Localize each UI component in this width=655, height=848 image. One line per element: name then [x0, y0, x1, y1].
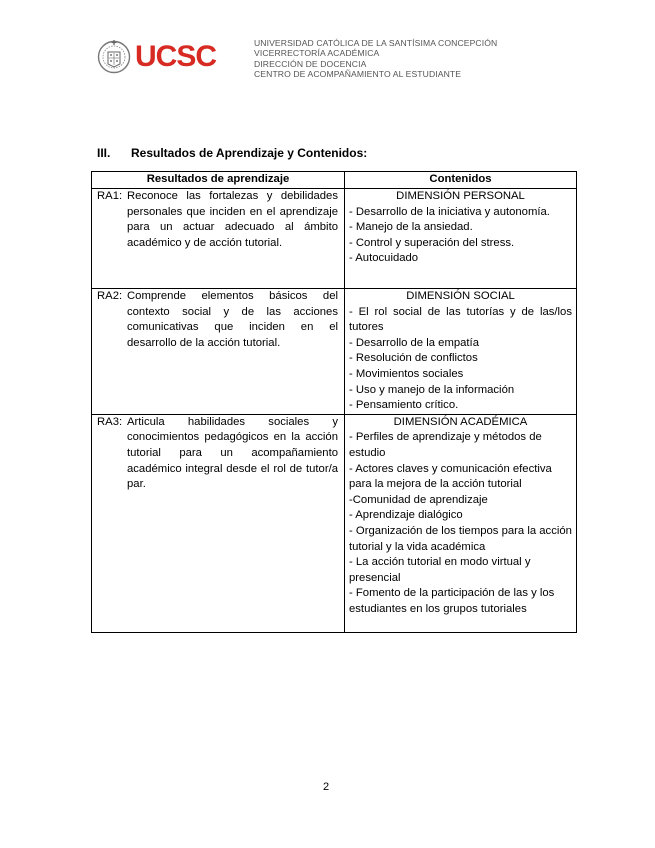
header-outcomes: Resultados de aprendizaje	[92, 172, 345, 189]
content-cell	[345, 289, 577, 415]
outcome-cell	[92, 289, 345, 415]
dimension-title: DIMENSIÓN PERSONAL	[396, 190, 525, 202]
institution-line: UNIVERSIDAD CATÓLICA DE LA SANTÍSIMA CONCEPCIÓN	[254, 38, 498, 48]
outcome-code: RA2:	[97, 290, 123, 302]
content-cell	[345, 414, 577, 632]
outcome-text: Comprende elementos básicos del contexto social y de las acciones comunicativas que inciden en el desarrollo de la acción tutorial.	[127, 290, 338, 349]
content-item: - Manejo de la ansiedad.	[349, 221, 473, 234]
outcome-text: Reconoce las fortalezas y debilidades personales que inciden en el aprendizaje para un actuar adecuado al ámbito académico y de acción tutorial.	[127, 190, 338, 249]
section-title: Resultados de Aprendizaje y Contenidos:	[131, 146, 368, 160]
section-number: III.	[97, 146, 111, 160]
content-item: - Desarrollo de la empatía	[349, 336, 479, 349]
institution-line: DIRECCIÓN DE DOCENCIA	[254, 58, 367, 69]
outcome-cell	[92, 189, 345, 289]
content-cell	[345, 189, 577, 289]
section-heading	[97, 146, 367, 160]
table-header-row	[92, 172, 577, 189]
content-item: - El rol social de las tutorías y de las/los tutores	[349, 305, 572, 334]
content-item: - Resolución de conflictos	[349, 352, 478, 365]
content-item: - Movimientos sociales	[349, 367, 464, 380]
institution-block	[254, 38, 497, 79]
page-number: 2	[323, 781, 330, 793]
outcome-cell	[92, 414, 345, 632]
header-contents: Contenidos	[345, 172, 577, 189]
content-item: - Actores claves y comunicación efectiva para la mejora de la acción tutorial	[349, 462, 552, 491]
content-item: - Desarrollo de la iniciativa y autonomía.	[349, 205, 550, 218]
content-item: - Fomento de la participación de las y los estudiantes en los grupos tutoriales	[349, 587, 555, 615]
content-item: - Perfiles de aprendizaje y métodos de estudio	[349, 431, 542, 459]
content-item: - Pensamiento crítico.	[349, 399, 459, 412]
learning-outcomes-table	[91, 171, 577, 633]
outcome-code: RA3:	[97, 415, 123, 428]
content-item: -Comunidad de aprendizaje	[349, 493, 488, 506]
content-item: - Organización de los tiempos para la acción tutorial y la vida académica	[349, 524, 572, 553]
content-item: - Control y superación del stress.	[349, 236, 515, 249]
table-row	[92, 414, 577, 632]
dimension-title: DIMENSIÓN SOCIAL	[406, 290, 515, 302]
outcome-code: RA1:	[97, 190, 123, 202]
content-item: - Aprendizaje dialógico	[349, 509, 463, 522]
page-header	[97, 37, 617, 81]
table-row	[92, 189, 577, 289]
university-seal-icon	[97, 38, 131, 75]
institution-line: VICERRECTORÍA ACADÉMICA	[254, 48, 380, 59]
content-item: - La acción tutorial en modo virtual y presencial	[349, 556, 531, 584]
outcome-text: Articula habilidades sociales y conocimientos pedagógicos en la acción tutorial para un acompañamiento académico integral desde el rol de tutor/a par.	[127, 415, 338, 491]
content-item: - Autocuidado	[349, 252, 419, 265]
content-item: - Uso y manejo de la información	[349, 383, 515, 396]
dimension-title: DIMENSIÓN ACADÉMICA	[393, 415, 528, 428]
institution-line: CENTRO DE ACOMPAÑAMIENTO AL ESTUDIANTE	[254, 68, 462, 79]
ucsc-logo: UCSC	[135, 40, 217, 73]
table-row	[92, 289, 577, 415]
